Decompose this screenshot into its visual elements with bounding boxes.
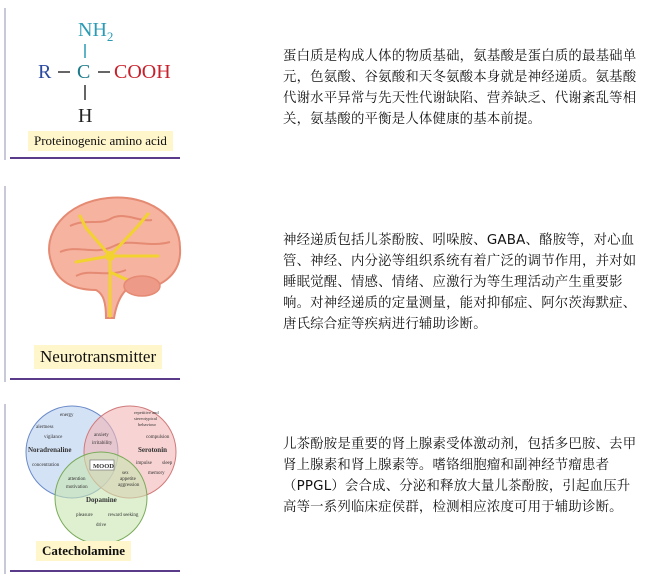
svg-text:energy: energy	[60, 413, 74, 418]
section-divider-bar	[4, 186, 6, 382]
svg-text:sex: sex	[122, 471, 129, 476]
formula-h: H	[78, 105, 93, 127]
svg-text:reward seeking: reward seeking	[108, 513, 139, 518]
section-description: 蛋白质是构成人体的物质基础，氨基酸是蛋白质的最基础单元，色氨酸、谷氨酸和天冬氨酸本身就是神经递质。氨基酸代谢水平异常与先天性代谢缺陷、营养缺乏、代谢紊乱等相关，氨基酸的平衡是人体健康的基本前提。	[283, 49, 637, 127]
formula-c: C	[77, 61, 91, 83]
figure-caption: Neurotransmitter	[34, 345, 162, 369]
svg-text:appetite: appetite	[120, 477, 136, 482]
section-divider-bar	[4, 8, 6, 160]
section-neurotransmitter	[0, 180, 650, 390]
figure-caption: Catecholamine	[36, 541, 131, 561]
formula-r: R	[38, 61, 52, 83]
formula-nh2: $NH_2$	[78, 19, 114, 44]
svg-text:aggression: aggression	[118, 483, 140, 488]
caption-underline	[10, 570, 180, 572]
svg-text:vigilance: vigilance	[44, 435, 63, 440]
caption-underline	[10, 157, 180, 159]
svg-text:attention: attention	[68, 477, 86, 482]
svg-text:drive: drive	[96, 523, 107, 528]
figure-caption: Proteinogenic amino acid	[28, 131, 173, 151]
section-catecholamine	[0, 400, 650, 582]
venn-title-noradrenaline: Noradrenaline	[28, 446, 72, 454]
mood-venn-diagram	[14, 402, 184, 542]
svg-text:behaviour: behaviour	[138, 422, 156, 427]
caption-underline	[10, 378, 180, 380]
section-amino-acid	[0, 0, 650, 170]
svg-text:irritability: irritability	[92, 441, 113, 446]
venn-title-serotonin: Serotonin	[138, 446, 168, 454]
svg-text:compulsion: compulsion	[146, 435, 170, 440]
section-description: 儿茶酚胺是重要的肾上腺素受体激动剂，包括多巴胺、去甲肾上腺素和肾上腺素等。嗜铬细胞瘤和副神经节瘤患者（PPGL）会合成、分泌和释放大量儿茶酚胺，引起血压升高等一系列临床症侯群，检测相应浓度可用于辅助诊断。	[283, 437, 637, 515]
amino-acid-formula	[30, 10, 230, 140]
section-description: 神经递质包括儿茶酚胺、吲哚胺、GABA、酪胺等，对心血管、神经、内分泌等组织系统有着广泛的调节作用，并对如睡眠觉醒、情感、情绪、应激行为等生理活动产生重要影响。对神经递质的定量测量，能对抑郁症、阿尔茨海默症、唐氏综合症等疾病进行辅助诊断。	[283, 233, 637, 332]
brain-illustration	[30, 186, 200, 336]
svg-text:sleep: sleep	[162, 461, 173, 466]
formula-cooh: COOH	[114, 61, 171, 83]
svg-text:concentration: concentration	[32, 463, 60, 468]
svg-text:alertness: alertness	[36, 425, 54, 430]
venn-title-dopamine: Dopamine	[86, 496, 117, 504]
svg-text:impulse: impulse	[136, 461, 152, 466]
svg-text:memory: memory	[148, 471, 165, 476]
svg-text:repetitive and: repetitive and	[134, 410, 159, 415]
svg-text:stereotypical: stereotypical	[134, 416, 157, 421]
svg-text:anxiety: anxiety	[94, 433, 109, 438]
svg-text:pleasure: pleasure	[76, 513, 93, 518]
venn-center-mood: MOOD	[93, 463, 114, 470]
section-divider-bar	[4, 404, 6, 574]
svg-text:motivation: motivation	[66, 485, 88, 490]
